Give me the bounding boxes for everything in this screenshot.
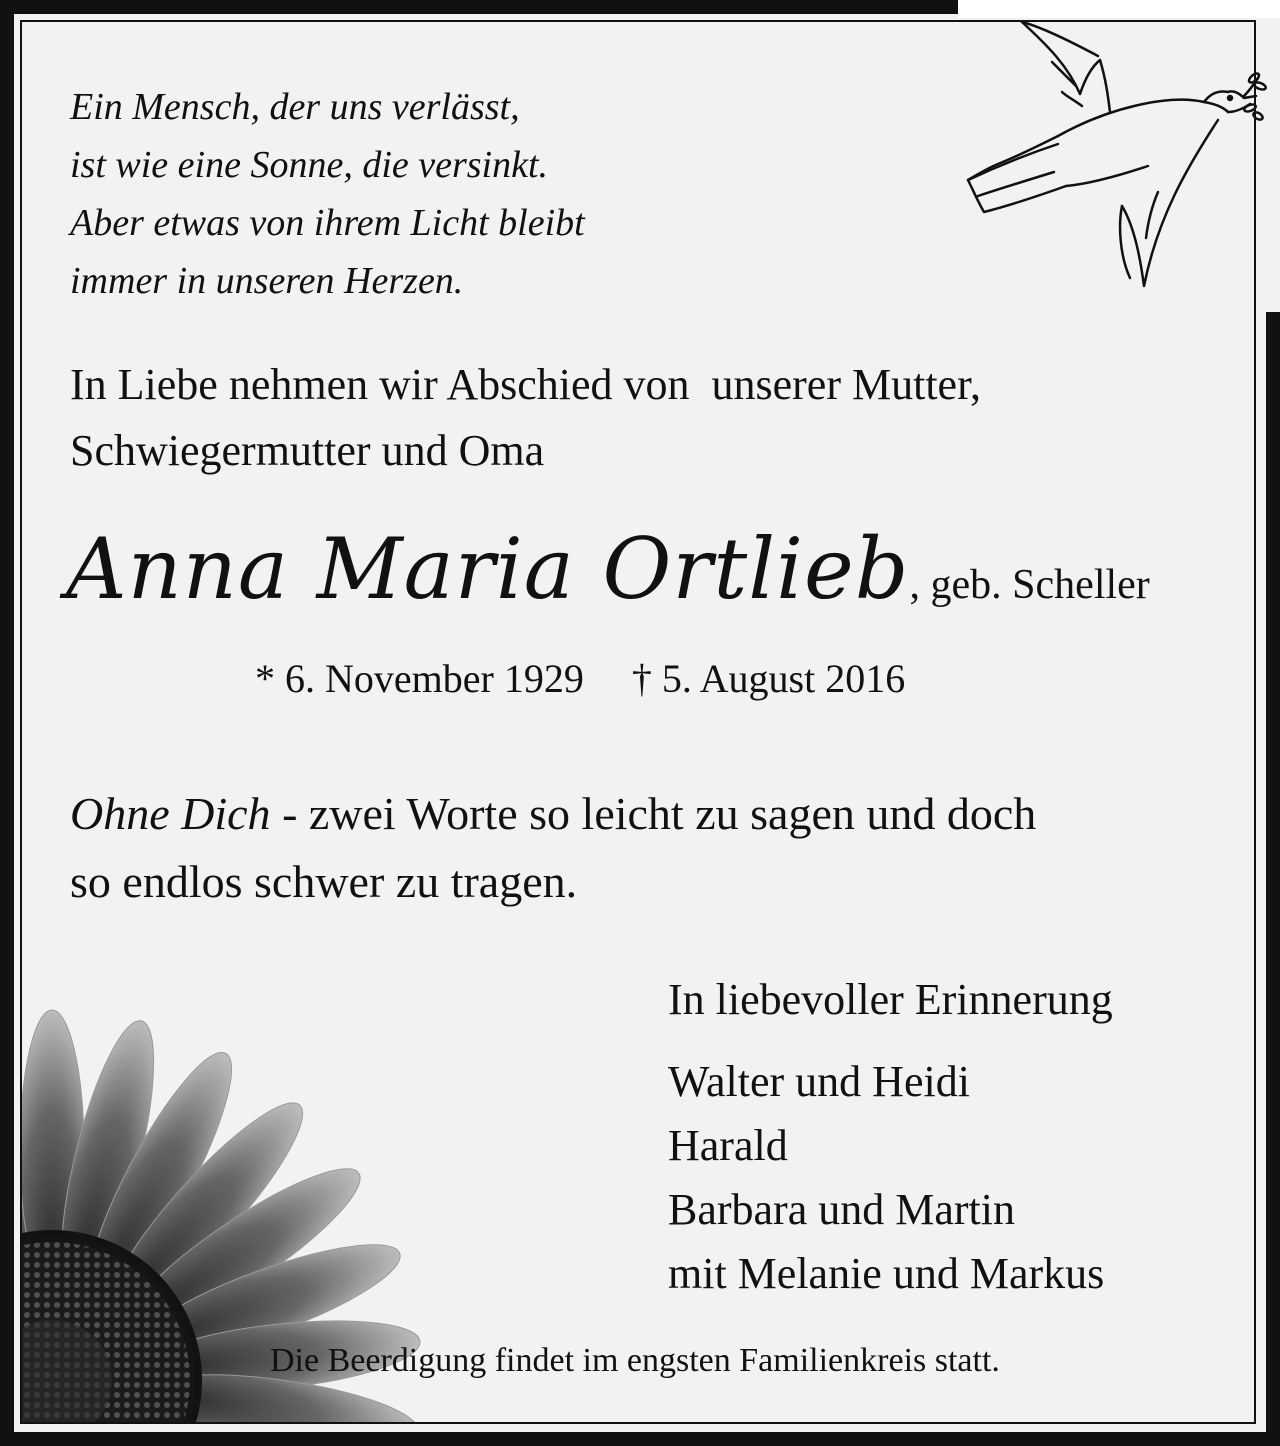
border-top [0,0,958,14]
poem-line: immer in unseren Herzen. [70,260,464,302]
quote-line-1: - zwei Worte so leicht zu sagen und doch [270,788,1037,839]
poem-line: Aber etwas von ihrem Licht bleibt [70,202,585,244]
intro-line-2: Schwiegermutter und Oma [70,426,545,475]
family-member: Walter und Heidi [668,1057,970,1106]
family-signature [668,968,1113,1306]
intro-text [70,352,1220,484]
life-dates [255,655,905,702]
intro-line-1: In Liebe nehmen wir Abschied von unserer Mutter, [70,360,981,409]
border-right [1266,312,1280,1446]
family-heading: In liebevoller Erinnerung [668,975,1113,1024]
burial-note: Die Beerdigung findet im engsten Familienkreis statt. [270,1342,1000,1379]
border-bottom [0,1432,1280,1446]
quote-emphasis: Ohne Dich [70,788,271,839]
poem-line: ist wie eine Sonne, die versinkt. [70,144,549,186]
deceased-name-row [66,520,1150,618]
death-date: † 5. August 2016 [631,656,906,701]
poem-line: Ein Mensch, der uns verlässt, [70,86,520,128]
quote [70,780,1230,916]
deceased-name: Anna Maria Ortlieb [66,520,910,618]
quote-line-2: so endlos schwer zu tragen. [70,856,578,907]
family-member: mit Melanie und Markus [668,1249,1105,1298]
maiden-name: , geb. Scheller [909,562,1150,608]
poem [70,78,585,310]
birth-date: * 6. November 1929 [255,656,584,701]
border-left [0,0,14,1446]
dove-with-olive-branch-icon [958,16,1268,306]
family-member: Barbara und Martin [668,1185,1015,1234]
family-member: Harald [668,1121,788,1170]
